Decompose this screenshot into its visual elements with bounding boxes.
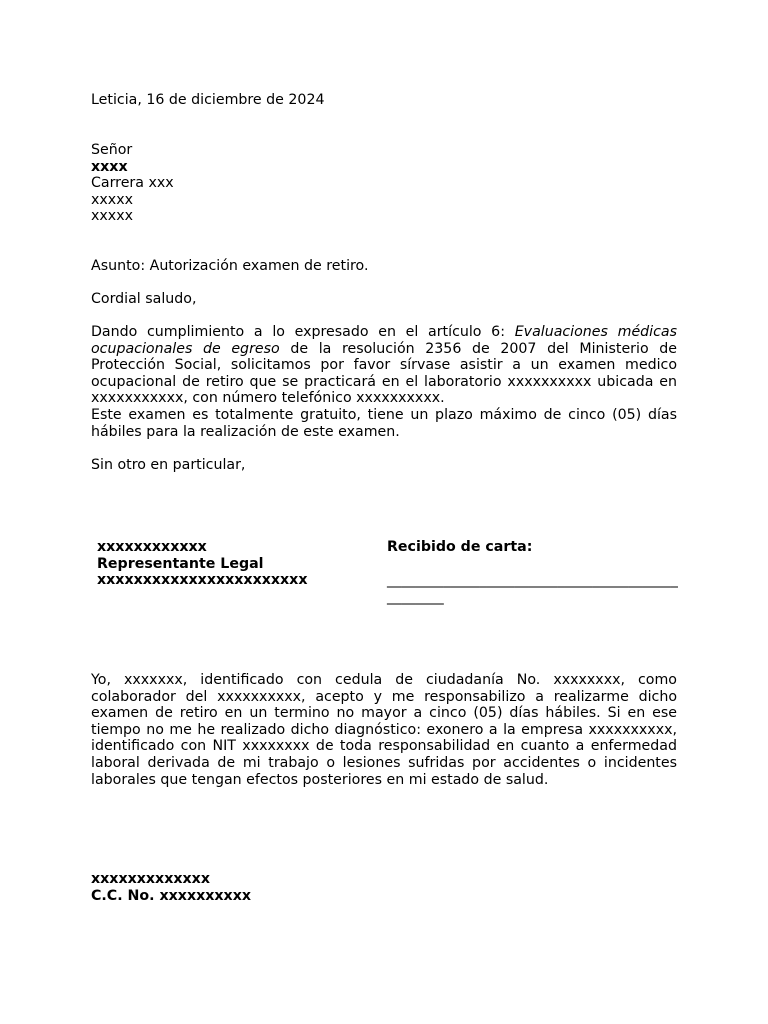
received-signature-line-1: _________________________________________ (387, 572, 678, 589)
recipient-line-4: xxxxx (91, 208, 133, 225)
body-intro: Dando cumplimiento a lo expresado en el artículo 6: (91, 324, 515, 340)
received-block (387, 539, 687, 605)
employee-id-line: C.C. No. xxxxxxxxxx (91, 887, 252, 904)
employee-signature-block (91, 871, 677, 904)
body-continuation: de la resolución 2356 de 2007 del Ministerio de Protección Social, solicitamos por favor sírvase asistir a un examen medico ocupacional de retiro que se practicará en el laboratorio xxxxxxxxxx ubicada en xxxxxxxxxxx, con número telefónico xxxxxxxxxx. (91, 340, 677, 407)
recipient-name: xxxx (91, 158, 128, 175)
closing-line: Sin otro en particular, (91, 457, 246, 473)
date-line: Leticia, 16 de diciembre de 2024 (91, 92, 325, 108)
body-paragraph-1 (91, 324, 677, 407)
recipient-address: Carrera xxx (91, 175, 174, 192)
recipient-block (91, 142, 677, 225)
recipient-line-3: xxxxx (91, 191, 133, 208)
signatory-company: xxxxxxxxxxxxxxxxxxxxxxx (97, 572, 308, 589)
article-title: Evaluaciones médicas ocupacionales de egreso (91, 324, 678, 357)
signatory-name: xxxxxxxxxxxx (97, 539, 207, 555)
signature-block (97, 539, 367, 589)
recipient-salutation: Señor (91, 142, 133, 158)
acknowledgement-paragraph: Yo, xxxxxxx, identificado con cedula de ciudadanía No. xxxxxxxx, como colaborador del xxxxxxxxxx, acepto y me responsabilizo a realizarme dicho examen de retiro en un termino no mayor a cinco (05) días hábiles. Si en ese tiempo no me he realizado dicho diagnóstico: exonero a la empresa xxxxxxxxxx, identificado con NIT xxxxxxxx de toda responsabilidad en cuanto a enfermedad laboral derivada de mi trabajo o lesiones sufridas por accidentes o incidentes laborales que tengan efectos posteriores en mi estado de salud. (91, 672, 677, 788)
subject-line: Asunto: Autorización examen de retiro. (91, 258, 369, 274)
received-signature-line-2: ________ (387, 588, 444, 605)
employee-name: xxxxxxxxxxxxx (91, 871, 210, 887)
greeting: Cordial saludo, (91, 291, 197, 307)
received-label: Recibido de carta: (387, 539, 533, 555)
signatory-role: Representante Legal (97, 555, 264, 572)
body-paragraph-2: Este examen es totalmente gratuito, tiene un plazo máximo de cinco (05) días hábiles para la realización de este examen. (91, 407, 677, 440)
